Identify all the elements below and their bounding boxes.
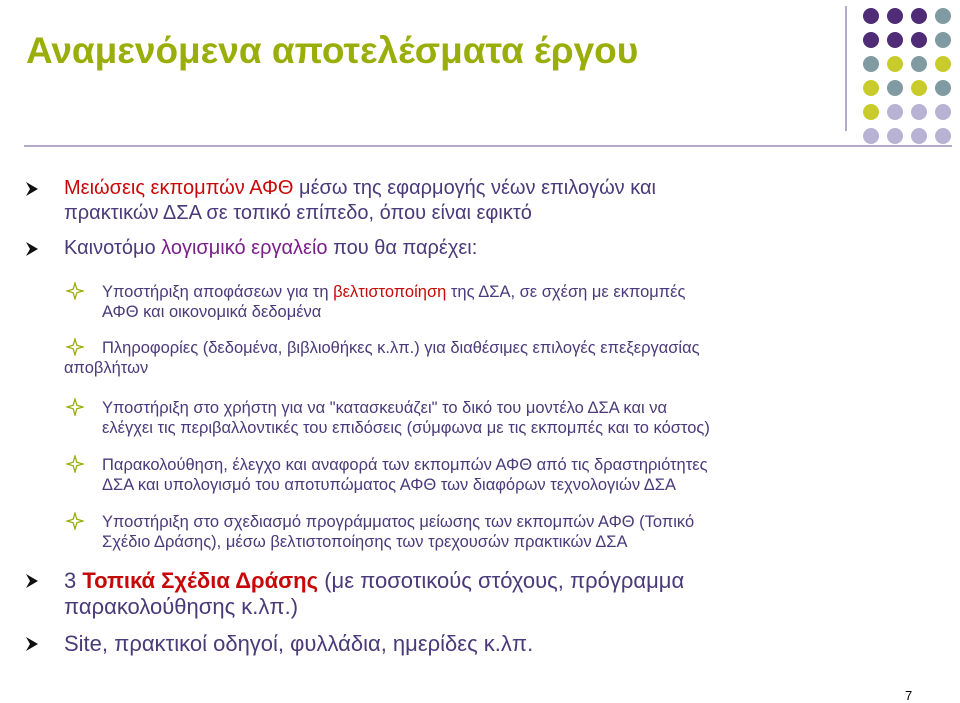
decorative-dot <box>935 32 951 48</box>
decorative-dot <box>911 128 927 144</box>
sub-bullet-monitoring: Παρακολούθηση, έλεγχο και αναφορά των εκπομπών ΑΦΘ από τις δραστηριότητες <box>102 456 708 474</box>
decorative-dot <box>911 80 927 96</box>
bullet-text: (με ποσοτικούς στόχους, πρόγραμμα <box>318 568 685 593</box>
decorative-dot <box>887 104 903 120</box>
decorative-dot <box>887 32 903 48</box>
bullet-dissemination: Site, πρακτικοί οδηγοί, φυλλάδια, ημερίδες κ.λπ. <box>64 631 534 656</box>
highlight-software: λογισμικό εργαλείο <box>161 237 328 259</box>
bullet-text: Υποστήριξη αποφάσεων για τη <box>102 283 334 301</box>
decorative-dot <box>935 128 951 144</box>
sub-bullet-information-line2: αποβλήτων <box>64 359 149 377</box>
arrow-bullet-icon <box>24 573 40 589</box>
sub-bullet-decision-support-line2: ΑΦΘ και οικονομικά δεδομένα <box>102 303 322 321</box>
arrow-bullet-icon <box>24 181 40 197</box>
decorative-dot <box>887 56 903 72</box>
decorative-dot <box>863 104 879 120</box>
decorative-dot <box>911 8 927 24</box>
decorative-dot <box>887 8 903 24</box>
bullet-software-tool <box>64 236 477 260</box>
sub-bullet-information: Πληροφορίες (δεδομένα, βιβλιοθήκες κ.λπ.) για διαθέσιμες επιλογές επεξεργασίας <box>102 339 700 357</box>
arrow-bullet-icon <box>24 241 40 257</box>
highlight-optimization: βελτιστοποίηση <box>333 283 447 301</box>
sub-bullet-planning: Υποστήριξη στο σχεδιασμό προγράμματος μείωσης των εκπομπών ΑΦΘ (Τοπικό <box>102 513 695 531</box>
four-point-star-bullet-icon <box>66 338 84 356</box>
slide-title: Αναμενόμενα αποτελέσματα έργου <box>26 30 639 71</box>
bullet-action-plans <box>64 568 684 593</box>
decorative-dot <box>863 80 879 96</box>
decorative-dot <box>911 104 927 120</box>
decorative-dot <box>911 32 927 48</box>
bullet-text: μέσω της εφαρμογής νέων επιλογών και <box>293 177 657 199</box>
bullet-text: 3 <box>64 568 83 593</box>
four-point-star-bullet-icon <box>66 455 84 473</box>
bullet-emissions-reduction-line2: πρακτικών ΔΣΑ σε τοπικό επίπεδο, όπου είναι εφικτό <box>64 202 532 224</box>
sub-bullet-user-model: Υποστήριξη στο χρήστη για να "κατασκευάζει" το δικό του μοντέλο ΔΣΑ και να <box>102 399 668 417</box>
decorative-dot <box>887 80 903 96</box>
decorative-dot <box>863 8 879 24</box>
arrow-bullet-icon <box>24 636 40 652</box>
sub-bullet-user-model-line2: ελέγχει τις περιβαλλοντικές του επιδόσεις (σύμφωνα με τις εκπομπές και το κόστος) <box>102 419 710 437</box>
decorative-dot <box>863 56 879 72</box>
vertical-divider <box>845 6 847 131</box>
decorative-dot <box>935 104 951 120</box>
highlight-emissions: Μειώσεις εκπομπών ΑΦΘ <box>64 177 294 199</box>
four-point-star-bullet-icon <box>66 512 84 530</box>
decorative-dot <box>935 80 951 96</box>
sub-bullet-monitoring-line2: ΔΣΑ και υπολογισμό του αποτυπώματος ΑΦΘ των διαφόρων τεχνολογιών ΔΣΑ <box>102 476 676 494</box>
bullet-text: Καινοτόμο <box>64 237 162 259</box>
sub-bullet-decision-support <box>102 282 685 302</box>
bullet-text: που θα παρέχει: <box>327 237 478 259</box>
sub-bullet-planning-line2: Σχέδιο Δράσης), μέσω βελτιστοποίησης των τρεχουσών πρακτικών ΔΣΑ <box>102 533 628 551</box>
decorative-dot <box>887 128 903 144</box>
four-point-star-bullet-icon <box>66 282 84 300</box>
decorative-dot <box>863 128 879 144</box>
bullet-text: της ΔΣΑ, σε σχέση με εκπομπές <box>446 283 686 301</box>
decorative-dot-grid <box>842 6 960 166</box>
bullet-emissions-reduction <box>64 176 656 200</box>
decorative-dot <box>863 32 879 48</box>
decorative-dot <box>935 56 951 72</box>
bullet-action-plans-line2: παρακολούθησης κ.λπ.) <box>64 594 299 619</box>
four-point-star-bullet-icon <box>66 398 84 416</box>
decorative-dot <box>935 8 951 24</box>
page-number: 7 <box>905 688 913 703</box>
highlight-action-plans: Τοπικά Σχέδια Δράσης <box>82 568 319 593</box>
title-underline <box>24 145 952 147</box>
decorative-dot <box>911 56 927 72</box>
